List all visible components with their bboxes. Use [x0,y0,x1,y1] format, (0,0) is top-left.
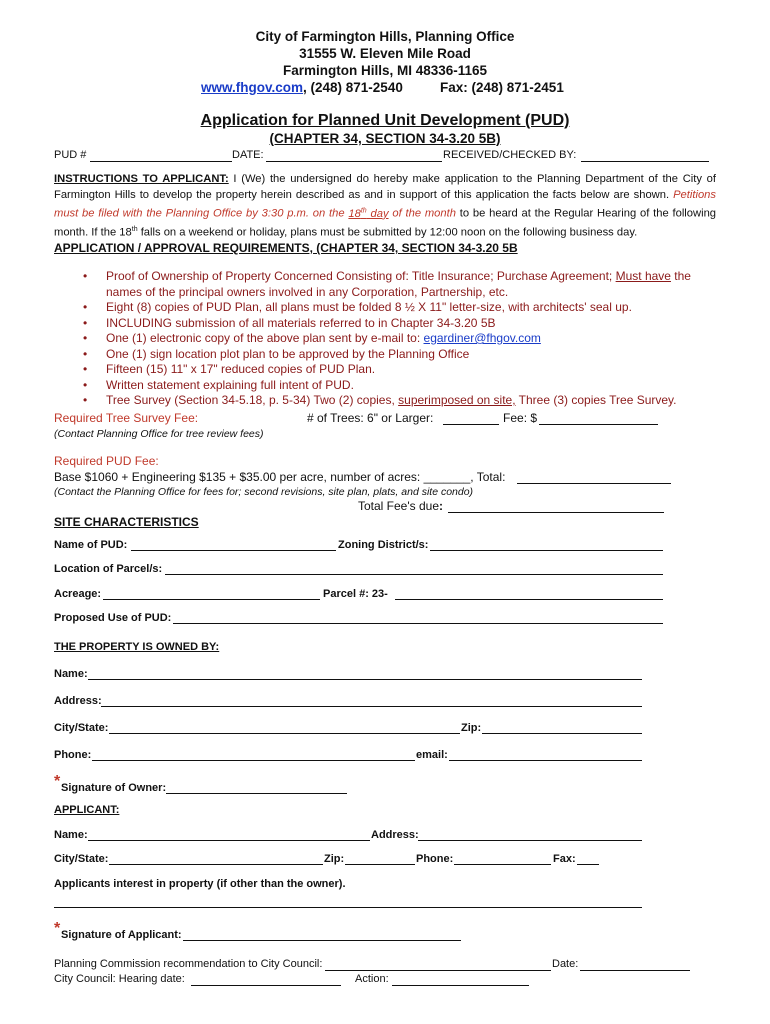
owner-zip-field[interactable] [482,733,642,734]
instructions-text-3: falls on a weekend or holiday, plans must be submitted by 12:00 noon on the following business day. [137,226,638,239]
owner-email-field[interactable] [449,760,642,761]
pud-fee-total-field[interactable] [517,483,671,484]
owner-name-field[interactable] [88,679,642,680]
required-star-icon: * [54,920,61,937]
th-superscript: th [131,226,138,234]
bullet-icon: • [83,269,88,283]
bullet-icon: • [83,362,88,376]
location-label: Location of Parcel/s: [54,563,163,575]
pud-number-label: PUD # [54,149,87,161]
trees-count-field[interactable] [443,424,499,425]
list-item: • Eight (8) copies of PUD Plan, all plans must be folded 8 ½ X 11" letter-size, with architects' seal up. [83,300,632,314]
office-name: City of Farmington Hills, Planning Office [255,29,515,44]
instructions-text-2: to be heard at the Regular Hearing of the following month. If the 18 [54,207,717,239]
applicant-address-field[interactable] [418,840,642,841]
instructions-text: I (We) the undersigned do hereby make application to the Planning Department of the City of Farmington Hills to develop the property herein described as and in support of this application the facts below are shown. [54,173,716,201]
email-link[interactable]: egardiner@fhgov.com [423,331,541,345]
owner-phone-field[interactable] [92,760,415,761]
owner-address-label: Address: [54,695,102,707]
tree-fee-contact: (Contact Planning Office for tree review fees) [54,428,264,440]
petitions-text: Petitions must be filed with the Planning Office by 3:30 p.m. on the [54,188,716,220]
applicant-fax-field[interactable] [577,864,599,865]
of-month-text: of the month [388,207,456,220]
hearing-date-field[interactable] [191,985,341,986]
proposed-use-field[interactable] [173,623,663,624]
owner-zip-label: Zip: [461,722,482,734]
parcel-label: Parcel #: 23- [323,588,388,600]
owner-name-label: Name: [54,668,88,680]
recommendation-date-field[interactable] [580,970,690,971]
bullet-icon: • [83,377,88,392]
applicant-signature-label: Signature of Applicant: [61,929,182,941]
required-star-icon: * [54,773,61,790]
pud-fee-contact: (Contact the Planning Office for fees for; second revisions, site plan, plats, and site condo) [54,486,474,498]
office-fax: Fax: (248) 871-2451 [440,80,564,95]
applicant-interest-label: Applicants interest in property (if other than the owner). [54,878,346,890]
requirements-heading: APPLICATION / APPROVAL REQUIREMENTS, (CHAPTER 34, SECTION 34-3.20 5B [54,241,518,255]
owner-heading: THE PROPERTY IS OWNED BY: [54,641,220,653]
list-item: • Fifteen (15) 11" x 17" reduced copies of PUD Plan. [83,362,376,376]
acreage-label: Acreage: [54,588,102,600]
owner-email-label: email: [416,749,448,761]
list-item: • INCLUDING submission of all materials referred to in Chapter 34-3.20 5B [83,315,496,330]
office-phone: , (248) 871-2540 [303,80,403,95]
received-field[interactable] [581,161,709,162]
instructions-label: INSTRUCTIONS TO APPLICANT: [54,173,229,185]
pud-name-field[interactable] [131,550,336,551]
action-label: Action: [355,973,389,985]
list-item: • One (1) sign location plot plan to be approved by the Planning Office [83,346,470,361]
bullet-icon: • [83,300,88,314]
parcel-field[interactable] [395,599,663,600]
page-subtitle: (CHAPTER 34, SECTION 34-3.20 5B) [269,131,501,146]
recommendation-label: Planning Commission recommendation to City Council: [54,958,323,970]
tree-fee-label: Required Tree Survey Fee: [54,411,199,425]
applicant-heading: APPLICANT: [54,804,120,816]
list-item: • Proof of Ownership of Property Concerned Consisting of: Title Insurance; Purchase Agreement; Must have the names of the principal owners involved in any Corporation, Partnership, etc. [83,269,691,299]
applicant-name-label: Name: [54,829,88,841]
owner-city-state-field[interactable] [109,733,460,734]
pud-name-label: Name of PUD: [54,539,128,551]
applicant-name-field[interactable] [88,840,370,841]
applicant-zip-label: Zip: [324,853,345,865]
owner-city-state-label: City/State: [54,722,109,734]
zoning-field[interactable] [430,550,663,551]
hearing-date-label: City Council: Hearing date: [54,973,185,985]
instructions-paragraph [54,172,716,241]
applicant-phone-field[interactable] [454,864,551,865]
date-field[interactable] [266,161,442,162]
tree-fee-field[interactable] [539,424,658,425]
recommendation-field[interactable] [325,970,551,971]
website-link[interactable]: www.fhgov.com [201,80,304,95]
acreage-field[interactable] [103,599,320,600]
requirements-list [54,269,724,409]
applicant-fax-label: Fax: [553,853,576,865]
list-item: • Tree Survey (Section 34-5.18, p. 5-34) Two (2) copies, superimposed on site, Three (3) copies Tree Survey. [83,393,677,407]
bullet-icon: • [83,393,88,407]
applicant-signature-field[interactable] [183,940,461,941]
pud-fee-label: Required PUD Fee: [54,454,159,468]
owner-phone-label: Phone: [54,749,92,761]
applicant-address-label: Address: [371,829,419,841]
zoning-label: Zoning District/s: [338,539,429,551]
bullet-icon: • [83,346,88,361]
pud-number-field[interactable] [90,161,232,162]
total-fees-field[interactable] [448,512,664,513]
office-city: Farmington Hills, MI 48336-1165 [282,63,488,78]
location-field[interactable] [165,574,663,575]
applicant-zip-field[interactable] [345,864,415,865]
owner-address-field[interactable] [101,706,642,707]
applicant-interest-field[interactable] [54,907,642,908]
contact-line [201,80,403,95]
bullet-icon: • [83,331,88,345]
action-field[interactable] [392,985,529,986]
list-item: • Written statement explaining full intent of PUD. [83,377,354,392]
page-title: Application for Planned Unit Development (PUD) [200,112,570,129]
site-characteristics-heading: SITE CHARACTERISTICS [54,515,199,529]
owner-signature-field[interactable] [166,793,347,794]
date-label: DATE: [232,149,264,161]
owner-signature-label: Signature of Owner: [61,782,167,794]
received-label: RECEIVED/CHECKED BY: [443,149,577,161]
total-fees-label: Total Fee's due: [358,499,444,513]
recommendation-date-label: Date: [552,958,579,970]
tree-fee-amount-label: Fee: $ [503,411,538,425]
eighteenth-text: 18th day [348,207,389,220]
office-street: 31555 W. Eleven Mile Road [299,46,471,61]
trees-count-label: # of Trees: 6" or Larger: [307,411,434,425]
applicant-city-state-label: City/State: [54,853,109,865]
applicant-city-state-field[interactable] [109,864,323,865]
applicant-phone-label: Phone: [416,853,454,865]
bullet-icon: • [83,315,88,330]
pud-fee-base: Base $1060 + Engineering $135 + $35.00 per acre, number of acres: _______, Total: [54,470,506,484]
proposed-use-label: Proposed Use of PUD: [54,612,172,624]
list-item: • One (1) electronic copy of the above plan sent by e-mail to: egardiner@fhgov.com [83,331,541,345]
